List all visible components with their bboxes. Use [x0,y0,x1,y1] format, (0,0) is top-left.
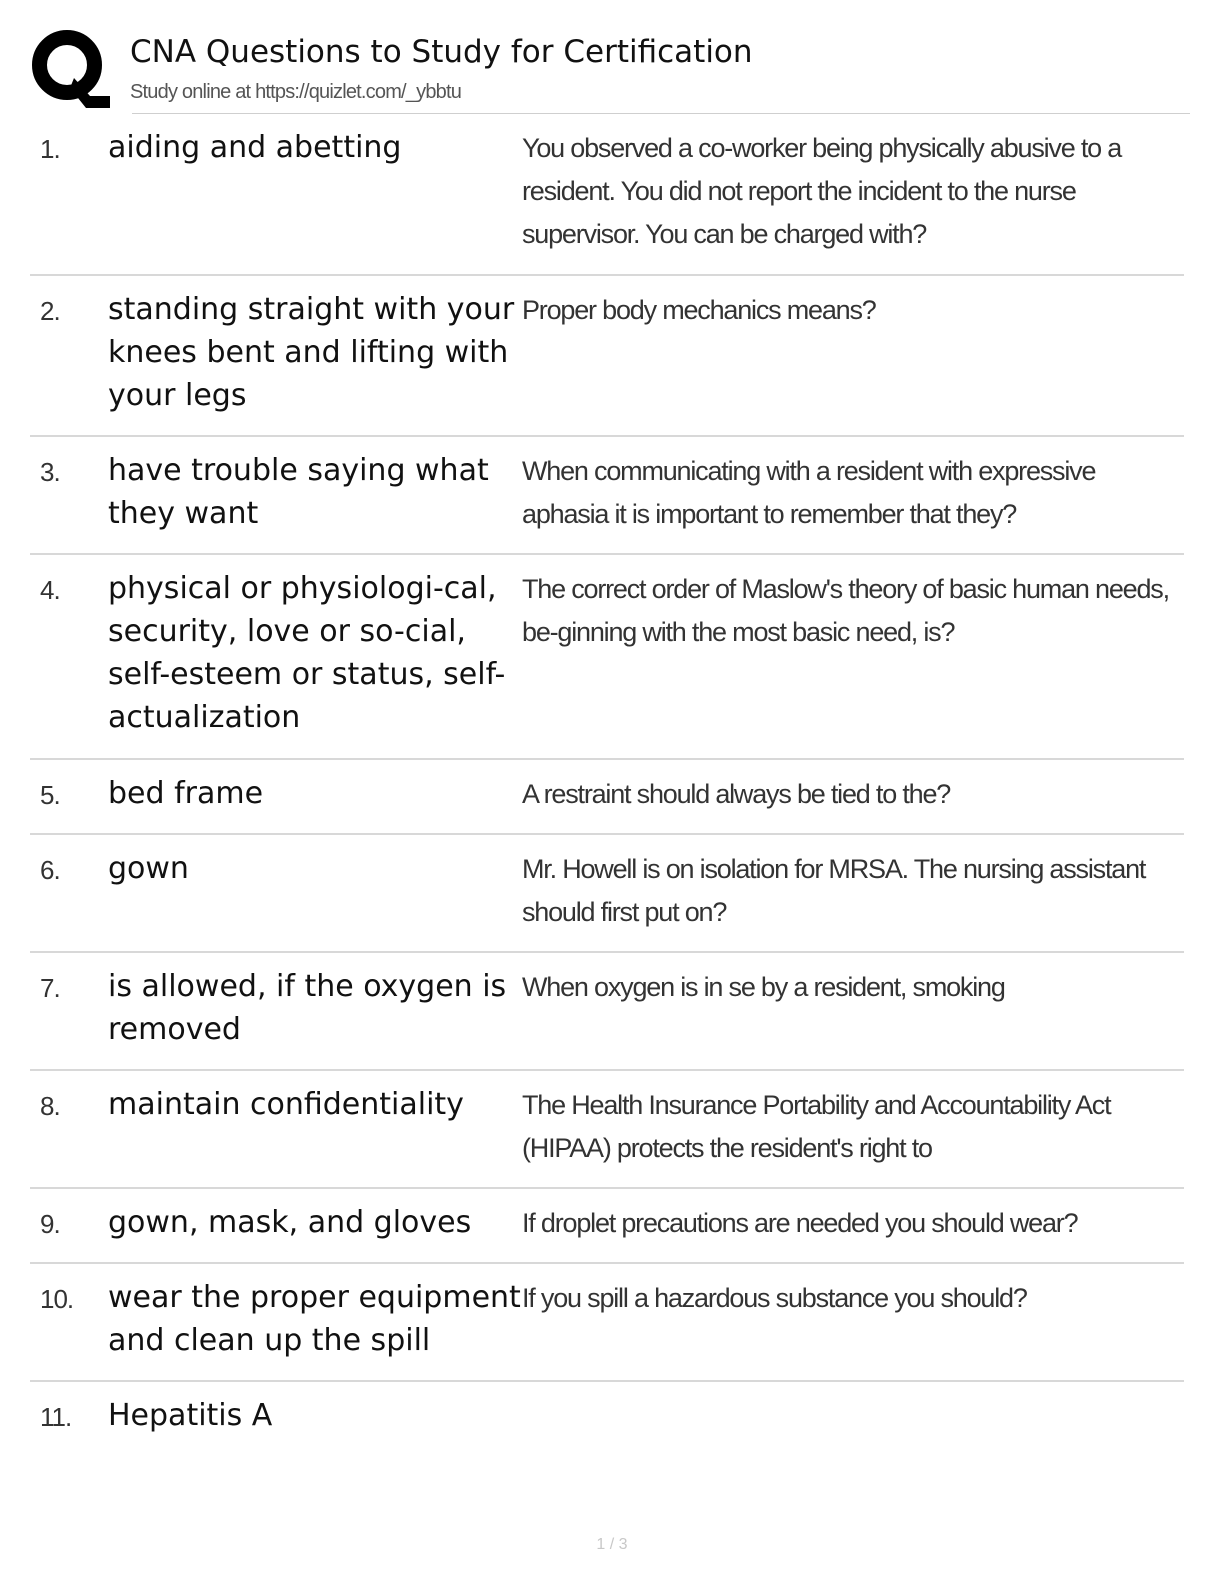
flashcard-list [30,114,1184,1457]
card-number: 4. [40,575,60,605]
card-term: physical or physiologi-cal, security, love or so-cial, self-esteem or status, self-actualization [108,571,506,735]
card-term: wear the proper equipment and clean up the spill [108,1280,521,1358]
flashcard-row [30,1382,1184,1457]
card-term: aiding and abetting [108,130,402,165]
card-definition: If you spill a hazardous substance you should? [522,1283,1027,1313]
quizlet-q-logo-icon [30,28,110,108]
flashcard-row [30,114,1184,276]
card-number: 9. [40,1209,60,1239]
card-term: have trouble saying what they want [108,453,489,531]
card-definition: A restraint should always be tied to the? [522,779,951,809]
card-number: 2. [40,296,60,326]
card-term: maintain confidentiality [108,1087,464,1122]
card-definition: When oxygen is in se by a resident, smoking [522,972,1005,1002]
card-number: 3. [40,457,60,487]
card-definition: If droplet precautions are needed you should wear? [522,1208,1078,1238]
card-term: gown, mask, and gloves [108,1205,472,1240]
flashcard-row [30,953,1184,1071]
card-number: 5. [40,780,60,810]
card-term: is allowed, if the oxygen is removed [108,969,507,1047]
card-definition: Proper body mechanics means? [522,295,876,325]
page-number: 1 / 3 [596,1536,628,1553]
card-number: 6. [40,855,60,885]
flashcard-row [30,437,1184,555]
card-definition: The correct order of Maslow's theory of basic human needs, be-ginning with the most basic need, is? [522,574,1169,647]
card-term: bed frame [108,776,264,811]
card-definition: When communicating with a resident with expressive aphasia it is important to remember that they? [522,456,1096,529]
card-definition: The Health Insurance Portability and Accountability Act (HIPAA) protects the resident's right to [522,1090,1111,1163]
flashcard-row [30,1071,1184,1189]
document-header [30,28,1190,114]
card-term: Hepatitis A [108,1398,273,1433]
study-link-text: Study online at https://quizlet.com/_ybbtu [130,81,462,103]
card-definition: You observed a co-worker being physically abusive to a resident. You did not report the incident to the nurse supervisor. You can be charged with? [522,133,1122,249]
card-number: 11. [40,1402,72,1432]
flashcard-row [30,555,1184,760]
card-term: standing straight with your knees bent and lifting with your legs [108,292,515,413]
document-title: CNA Questions to Study for Certification [130,34,753,70]
card-number: 8. [40,1091,60,1121]
card-number: 10. [40,1284,74,1314]
card-definition: Mr. Howell is on isolation for MRSA. The nursing assistant should first put on? [522,854,1146,927]
flashcard-row [30,760,1184,835]
flashcard-row [30,835,1184,953]
card-number: 1. [40,134,60,164]
card-number: 7. [40,973,60,1003]
flashcard-row [30,276,1184,437]
card-term: gown [108,851,189,886]
flashcard-row [30,1264,1184,1382]
flashcard-row [30,1189,1184,1264]
